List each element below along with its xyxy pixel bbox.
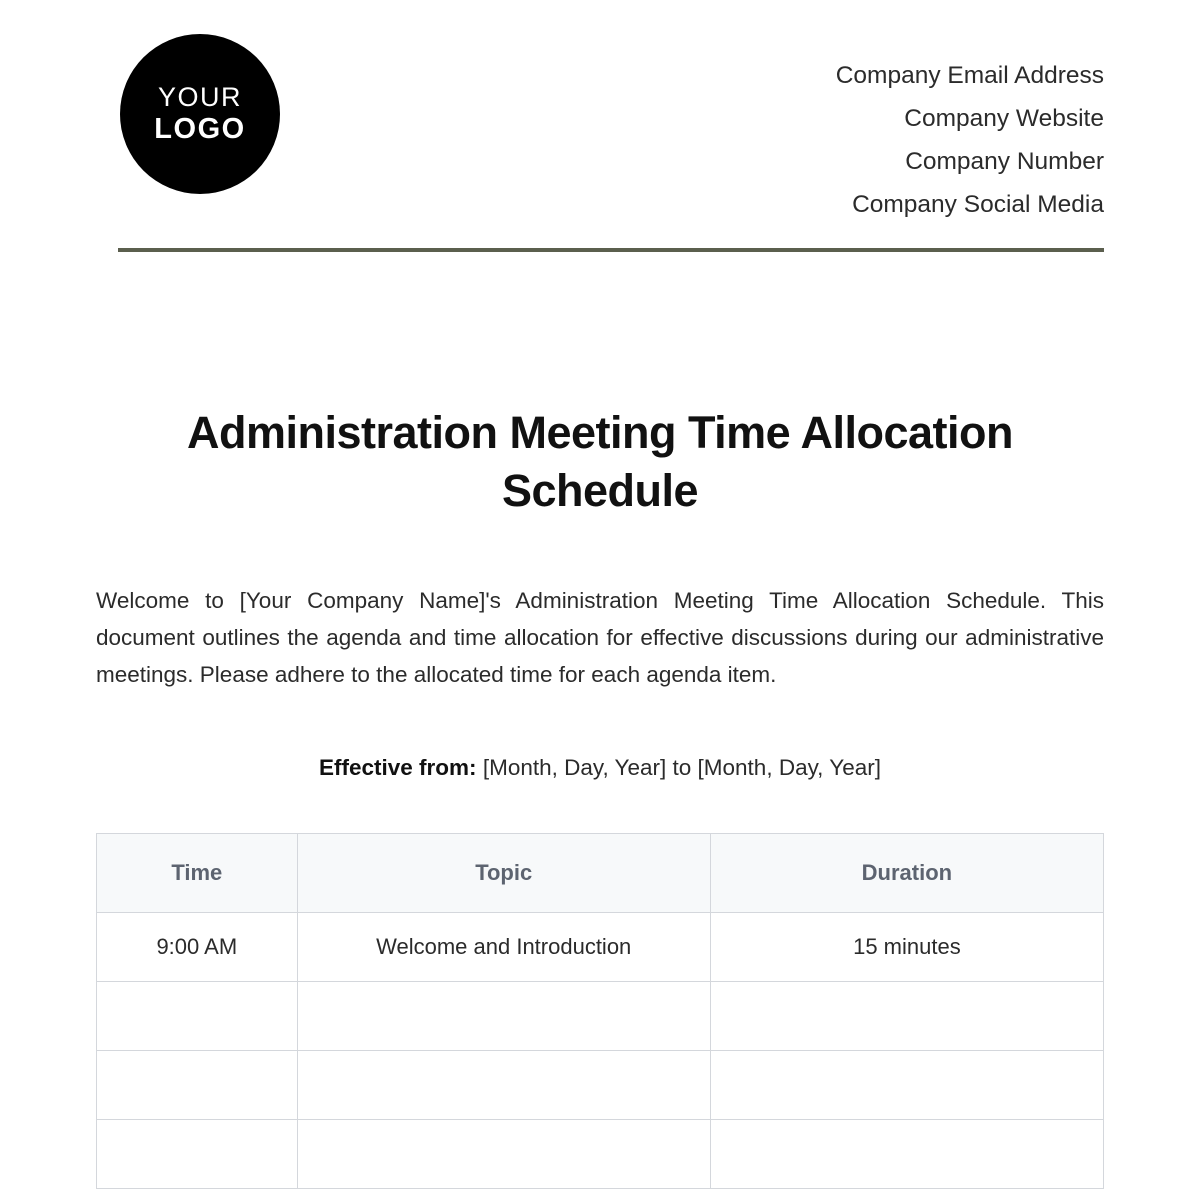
intro-paragraph: Welcome to [Your Company Name]'s Administration Meeting Time Allocation Schedule. This document outlines the agenda and time allocation for effective discussions during our administrative meetings. Please adhere to the allocated time for each agenda item. <box>96 588 1104 687</box>
cell-topic[interactable] <box>297 982 710 1051</box>
company-logo <box>120 34 280 194</box>
cell-time[interactable] <box>97 1120 298 1189</box>
logo-line-two: LOGO <box>154 112 246 145</box>
effective-value: [Month, Day, Year] to [Month, Day, Year] <box>482 755 881 780</box>
schedule-table <box>96 833 1104 1189</box>
contact-number: Company Number <box>905 148 1104 175</box>
company-contact-block <box>836 34 1104 226</box>
table-row <box>97 1051 1104 1120</box>
cell-topic[interactable] <box>297 1120 710 1189</box>
effective-dates <box>96 755 1104 781</box>
cell-time[interactable] <box>97 1051 298 1120</box>
cell-duration[interactable] <box>710 1120 1103 1189</box>
cell-time[interactable]: 9:00 AM <box>97 913 298 982</box>
cell-topic[interactable]: Welcome and Introduction <box>297 913 710 982</box>
contact-email: Company Email Address <box>835 62 1104 89</box>
page-title: Administration Meeting Time Allocation Schedule <box>186 407 1014 516</box>
table-row <box>97 913 1104 982</box>
contact-website: Company Website <box>904 105 1104 132</box>
table-row <box>97 982 1104 1051</box>
document-header <box>96 0 1104 226</box>
cell-duration[interactable]: 15 minutes <box>710 913 1103 982</box>
column-header-time: Time <box>97 834 298 913</box>
contact-social-media: Company Social Media <box>852 191 1104 218</box>
column-header-duration: Duration <box>710 834 1103 913</box>
logo-line-one: YOUR <box>157 81 242 112</box>
cell-topic[interactable] <box>297 1051 710 1120</box>
cell-time[interactable] <box>97 982 298 1051</box>
effective-label: Effective from: <box>319 755 477 780</box>
header-divider <box>118 248 1104 252</box>
cell-duration[interactable] <box>710 982 1103 1051</box>
column-header-topic: Topic <box>297 834 710 913</box>
cell-duration[interactable] <box>710 1051 1103 1120</box>
table-row <box>97 1120 1104 1189</box>
table-header-row <box>97 834 1104 913</box>
